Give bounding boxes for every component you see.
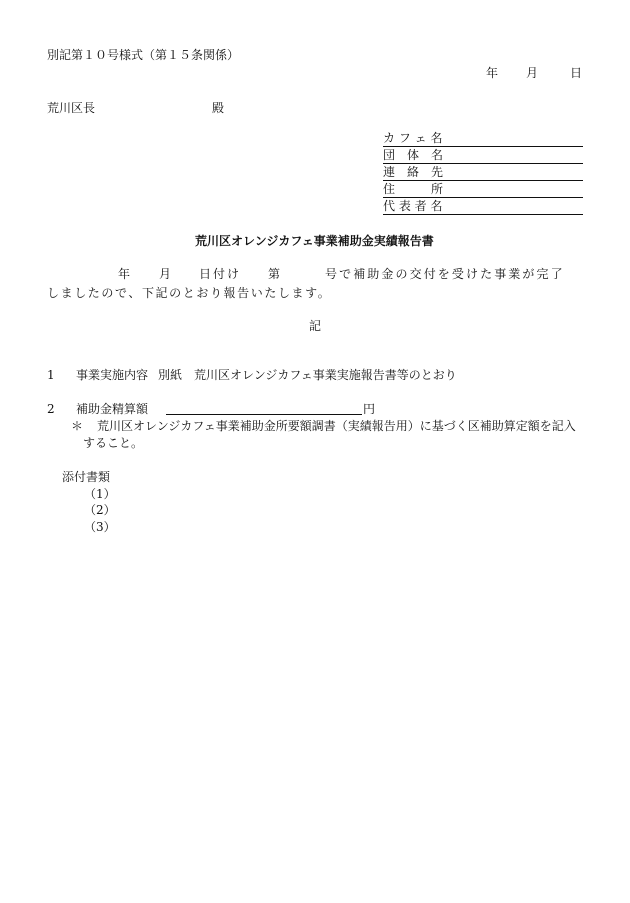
addressee-honorific: 殿: [212, 101, 225, 115]
body-month: 月: [159, 267, 172, 281]
field-label: 連 絡 先: [383, 165, 444, 179]
item2-number: 2: [47, 402, 55, 416]
attachment-item-1: （1）: [84, 487, 116, 501]
body-dated: 日付け: [199, 267, 242, 281]
attachment-item-3: （3）: [84, 520, 116, 534]
address-field[interactable]: [383, 182, 583, 198]
date-year: 年: [486, 66, 499, 80]
body-line1-rest: 号で補助金の交付を受けた事業が完了: [325, 267, 565, 281]
field-label: 代 表 者 名: [383, 199, 443, 213]
addressee-name: 荒川区長: [47, 101, 96, 115]
cafe-name-field[interactable]: [383, 131, 583, 147]
contact-field[interactable]: [383, 165, 583, 181]
attachment-item-2: （2）: [84, 503, 116, 517]
body-line2: しましたので、下記のとおり報告いたします。: [47, 286, 332, 300]
document-title: 荒川区オレンジカフェ事業補助金実績報告書: [195, 234, 434, 248]
subsidy-amount-field[interactable]: [166, 402, 362, 415]
field-label: 団 体 名: [383, 148, 444, 162]
note-mark: ＊: [71, 419, 84, 433]
organization-name-field[interactable]: [383, 148, 583, 164]
representative-name-field[interactable]: [383, 199, 583, 215]
date-day: 日: [570, 66, 583, 80]
item2-unit: 円: [363, 402, 376, 416]
field-label: 住 所: [383, 182, 444, 196]
note-line1: 荒川区オレンジカフェ事業補助金所要額調書（実績報告用）に基づく区補助算定額を記入: [97, 419, 576, 433]
item1-label: 事業実施内容: [76, 368, 149, 382]
item2-label: 補助金精算額: [76, 402, 149, 416]
field-label: カ フ ェ 名: [383, 131, 443, 145]
date-month: 月: [526, 66, 539, 80]
item1-number: 1: [47, 368, 55, 382]
item1-value: 別紙 荒川区オレンジカフェ事業実施報告書等のとおり: [158, 368, 457, 382]
body-year: 年: [118, 267, 131, 281]
body-no: 第: [268, 267, 281, 281]
form-number: 別記第１０号様式（第１５条関係）: [47, 48, 240, 62]
ki-heading: 記: [309, 319, 322, 333]
note-line2: すること。: [83, 436, 144, 450]
attachments-heading: 添付書類: [62, 470, 111, 484]
